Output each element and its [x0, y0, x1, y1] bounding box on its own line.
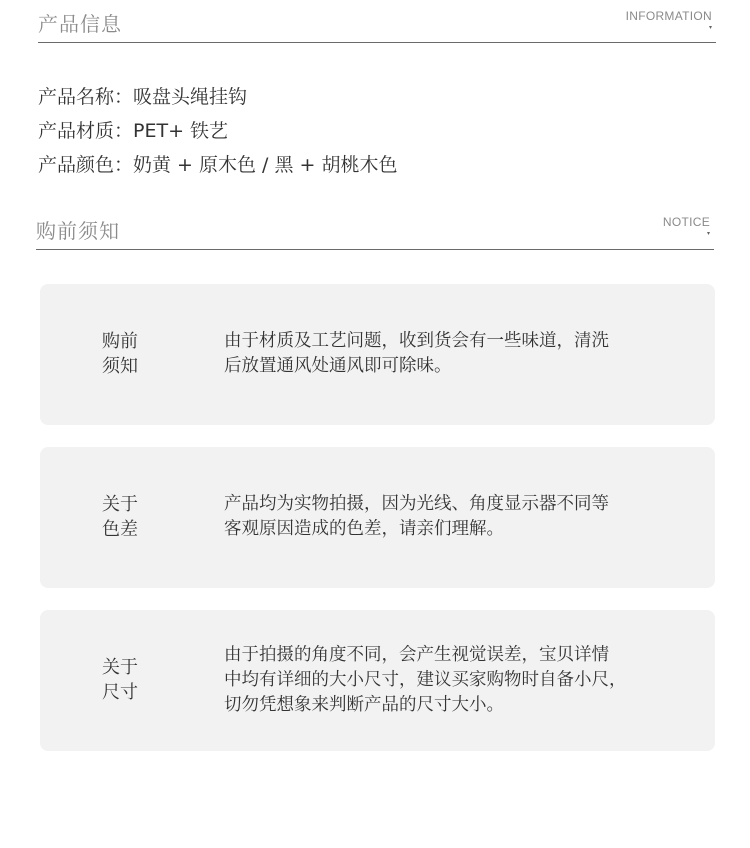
product-info-title-en: INFORMATION	[625, 9, 712, 23]
card-text-line: 切勿凭想象来判断产品的尺寸大小。	[224, 695, 504, 715]
card-text-line: 由于拍摄的角度不同，会产生视觉误差，宝贝详情	[224, 645, 609, 665]
card-text-line: 由于材质及工艺问题，收到货会有一些味道，清洗	[224, 331, 609, 351]
notice-header	[36, 206, 714, 250]
card-label-line: 关于	[102, 657, 138, 678]
card-label	[102, 655, 162, 705]
card-label-line: 购前	[102, 331, 138, 352]
notice-card-size	[40, 610, 715, 751]
card-label-line: 尺寸	[102, 682, 138, 703]
card-label-line: 色差	[102, 519, 138, 540]
product-name-row: 产品名称：吸盘头绳挂钩	[38, 86, 248, 108]
product-material-row: 产品材质：PET+ 铁艺	[38, 120, 229, 142]
card-text-line: 中均有详细的大小尺寸，建议买家购物时自备小尺，	[224, 670, 627, 690]
notice-card-purchase	[40, 284, 715, 425]
card-label-line: 关于	[102, 494, 138, 515]
card-text	[224, 643, 664, 718]
notice-card-color-difference	[40, 447, 715, 588]
card-text-line: 产品均为实物拍摄，因为光线、角度显示器不同等	[224, 494, 609, 514]
header-divider	[38, 42, 716, 43]
card-text-line: 后放置通风处通风即可除味。	[224, 356, 452, 376]
product-color-row: 产品颜色：奶黄 + 原木色 / 黑 + 胡桃木色	[38, 154, 398, 176]
notice-title: 购前须知	[36, 219, 120, 243]
card-label-line: 须知	[102, 356, 138, 377]
notice-title-en: NOTICE	[662, 215, 710, 229]
card-label	[102, 329, 162, 379]
header-divider	[36, 249, 714, 250]
card-text	[224, 492, 664, 542]
card-text	[224, 329, 664, 379]
caret-down-icon: ▾	[708, 24, 712, 31]
card-label	[102, 492, 162, 542]
product-info-title: 产品信息	[38, 12, 122, 36]
caret-down-icon: ▾	[706, 230, 710, 237]
card-text-line: 客观原因造成的色差，请亲们理解。	[224, 519, 504, 539]
product-info-header	[38, 0, 716, 44]
product-info-list	[38, 82, 397, 184]
